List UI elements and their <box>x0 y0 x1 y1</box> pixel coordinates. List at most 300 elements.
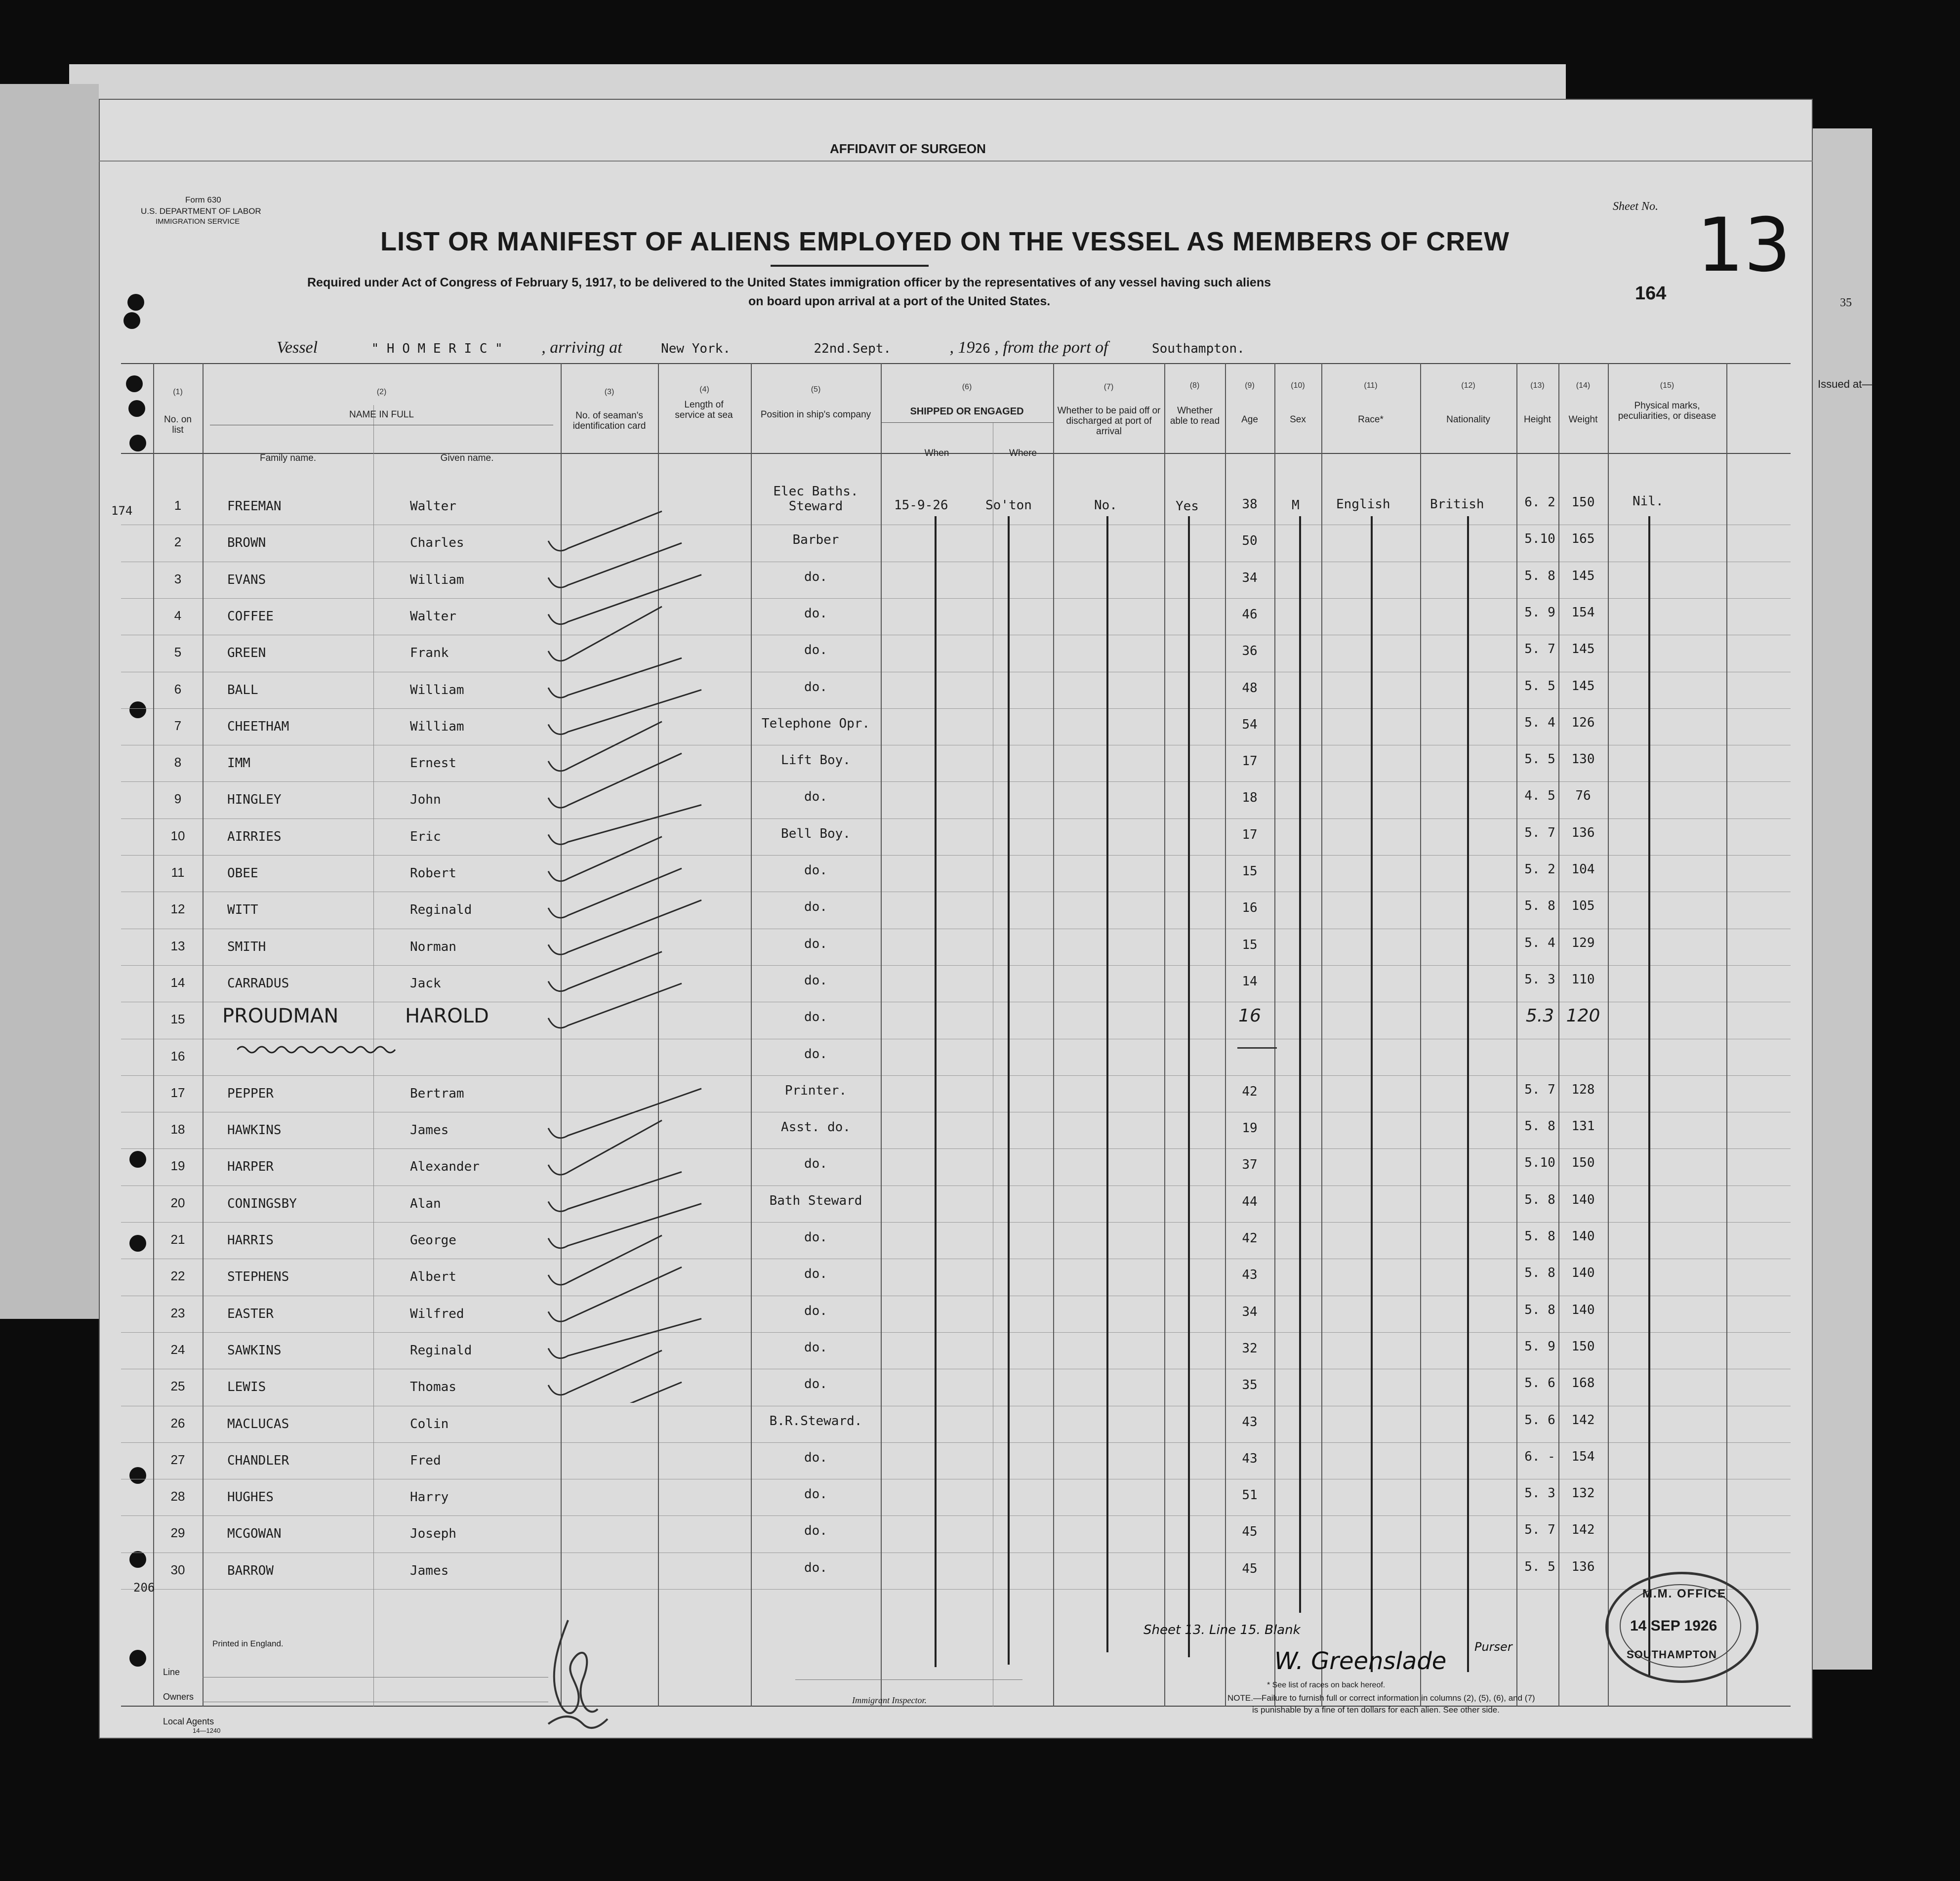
height: 5. 8 <box>1524 568 1555 583</box>
family-name: FREEMAN <box>227 499 282 514</box>
given-name: George <box>410 1233 456 1248</box>
row-rule <box>121 1222 1791 1223</box>
age: 43 <box>1242 1451 1258 1466</box>
age: 43 <box>1242 1414 1258 1430</box>
form-number: Form 630 <box>185 195 221 204</box>
age: 34 <box>1242 570 1258 585</box>
ditto-stroke <box>1648 516 1650 1677</box>
row-rule <box>121 1075 1791 1076</box>
col-rule <box>1321 363 1322 1707</box>
printed-in-england: Printed in England. <box>212 1639 284 1648</box>
check-mark <box>548 1172 682 1211</box>
weight: 128 <box>1571 1082 1595 1097</box>
row-number: 26 <box>170 1415 185 1431</box>
height: 5. 7 <box>1524 1522 1555 1538</box>
row-rule <box>121 1589 1791 1590</box>
row-rule <box>121 781 1791 782</box>
age: 36 <box>1242 644 1258 659</box>
family-name: WITT <box>227 902 258 918</box>
check-mark <box>548 1267 682 1321</box>
header-age: Age <box>1241 414 1258 425</box>
position: do. <box>804 1377 827 1392</box>
col-num-13: (13) <box>1530 381 1545 390</box>
position: do. <box>804 936 827 951</box>
weight: 136 <box>1571 1559 1595 1574</box>
row-number: 24 <box>170 1342 185 1357</box>
header-id-card: No. of seaman's identification card <box>572 410 646 431</box>
title-underline <box>771 265 929 267</box>
col-rule <box>1225 363 1226 1707</box>
position: do. <box>804 1010 827 1025</box>
height: 5. 4 <box>1524 935 1555 950</box>
footer-line-label: Line <box>163 1667 180 1677</box>
line-16-blank-wave <box>237 1042 400 1057</box>
age-underline-16 <box>1237 1047 1277 1049</box>
height: 5. 5 <box>1524 752 1555 767</box>
check-mark <box>548 511 662 551</box>
row-number: 15 <box>170 1012 185 1027</box>
col-rule <box>1558 363 1559 1707</box>
given-name: Charles <box>410 535 464 551</box>
row-number: 18 <box>170 1122 185 1137</box>
header-no-on-list: No. on list <box>164 414 192 435</box>
row-number: 20 <box>170 1195 185 1210</box>
col-rule <box>1608 363 1609 1707</box>
position: do. <box>804 1303 827 1318</box>
affidavit-strip: AFFIDAVIT OF SURGEON <box>830 141 986 156</box>
check-mark <box>548 1319 701 1358</box>
check-mark <box>548 868 682 918</box>
vessel-label: Vessel <box>277 338 318 357</box>
col-rule <box>153 363 154 1707</box>
age: 35 <box>1242 1378 1258 1393</box>
family-name: CARRADUS <box>227 976 289 991</box>
col-num-12: (12) <box>1461 381 1475 390</box>
given-name: Eric <box>410 829 441 844</box>
age: 37 <box>1242 1157 1258 1173</box>
weight: 105 <box>1571 899 1595 914</box>
weight: 136 <box>1571 825 1595 840</box>
inspector-initials <box>529 1615 627 1739</box>
vessel-name: " H O M E R I C " <box>371 341 503 356</box>
table-bottom-rule <box>121 1706 1791 1707</box>
weight: 154 <box>1571 605 1595 620</box>
check-mark <box>548 1235 662 1285</box>
family-name: MCGOWAN <box>227 1526 282 1542</box>
shipped-header-rule <box>881 422 1053 423</box>
header-family-name: Family name. <box>259 453 317 463</box>
col-num-5: (5) <box>811 385 821 394</box>
position: do. <box>804 643 827 658</box>
header-height: Height <box>1524 414 1551 425</box>
manifest-page <box>99 99 1813 1739</box>
row-number: 16 <box>170 1048 185 1063</box>
header-given-name: Given name. <box>440 453 494 463</box>
weight: 140 <box>1571 1302 1595 1317</box>
row-1-shipped-when: 15-9-26 <box>894 498 948 513</box>
row-number: 3 <box>174 571 182 586</box>
height: 5. 7 <box>1524 825 1555 840</box>
family-name: PEPPER <box>227 1086 274 1101</box>
family-name: BALL <box>227 682 258 697</box>
height: 5. 8 <box>1524 1229 1555 1244</box>
row-number: 25 <box>170 1379 185 1394</box>
position: do. <box>804 679 827 695</box>
position: Asst. do. <box>781 1120 851 1135</box>
col-num-3: (3) <box>604 388 614 396</box>
given-name: Norman <box>410 939 456 954</box>
row-rule <box>121 965 1791 966</box>
family-name: BROWN <box>227 535 266 551</box>
given-name: Thomas <box>410 1380 456 1395</box>
weight: 142 <box>1571 1522 1595 1538</box>
footer-local-agents-label: Local Agents <box>163 1717 214 1726</box>
manifest-table <box>121 363 1791 1707</box>
age: 42 <box>1242 1231 1258 1246</box>
height: 5. 3 <box>1524 1486 1555 1501</box>
row-number: 17 <box>170 1085 185 1100</box>
row-number: 9 <box>174 791 182 807</box>
sheet-handwritten-number: 13 <box>1697 203 1791 288</box>
given-name: Albert <box>410 1269 456 1285</box>
given-name: Ernest <box>410 756 456 771</box>
punch-hole <box>127 294 144 311</box>
height: 5. 3 <box>1524 972 1555 987</box>
family-name: AIRRIES <box>227 829 282 844</box>
left-adjacent-page <box>0 84 99 1319</box>
voyage-line <box>277 338 1245 357</box>
age: 16 <box>1238 1006 1261 1026</box>
row-1-race: English <box>1336 497 1390 512</box>
footer-owners-label: Owners <box>163 1692 194 1702</box>
height: 5. 2 <box>1524 862 1555 877</box>
weight: 120 <box>1566 1006 1600 1026</box>
row-number: 11 <box>171 865 185 880</box>
family-name: PROUDMAN <box>222 1005 339 1028</box>
mm-office-stamp <box>1605 1572 1758 1683</box>
col-rule <box>881 363 882 1707</box>
fine-note-1: NOTE.—Failure to furnish full or correct information in columns (2), (5), (6), and (7) <box>1227 1693 1535 1703</box>
given-name: William <box>410 719 464 734</box>
weight: 131 <box>1571 1119 1595 1134</box>
row-number: 29 <box>170 1525 185 1541</box>
family-name: STEPHENS <box>227 1269 289 1285</box>
row-30-left-ref: 206 <box>133 1581 155 1595</box>
header-shipped-where: Where <box>1009 448 1037 458</box>
header-paid-off: Whether to be paid off or discharged at port of arrival <box>1057 406 1161 437</box>
header-physical-marks: Physical marks, peculiarities, or disease <box>1618 401 1716 421</box>
top-strip-rule <box>99 161 1813 162</box>
year-prefix: , 19 <box>949 338 975 357</box>
family-name: CONINGSBY <box>227 1196 297 1211</box>
given-name: Jack <box>410 976 441 991</box>
from-port-label: , from the port of <box>994 338 1108 357</box>
age: 44 <box>1242 1194 1258 1209</box>
age: 15 <box>1242 937 1258 952</box>
position: Elec Baths. Steward <box>773 484 858 514</box>
weight: 140 <box>1571 1192 1595 1207</box>
row-number: 1 <box>174 498 182 513</box>
col-rule <box>1420 363 1421 1707</box>
family-name: EVANS <box>227 572 266 587</box>
family-name: GREEN <box>227 646 266 661</box>
row-number: 5 <box>174 645 182 660</box>
family-name: SMITH <box>227 939 266 954</box>
check-mark <box>548 1089 701 1138</box>
row-number: 12 <box>170 901 185 917</box>
stamp-bottom-text: SOUTHAMPTON <box>1627 1648 1717 1661</box>
ditto-stroke <box>935 516 937 1667</box>
height: 5.10 <box>1524 1155 1555 1171</box>
age: 18 <box>1242 790 1258 806</box>
position: Bell Boy. <box>781 826 851 841</box>
position: do. <box>804 1340 827 1355</box>
col-num-14: (14) <box>1576 381 1591 390</box>
age: 19 <box>1242 1121 1258 1136</box>
age: 46 <box>1242 607 1258 622</box>
age: 42 <box>1242 1084 1258 1099</box>
row-number: 30 <box>170 1562 185 1577</box>
age: 43 <box>1242 1268 1258 1283</box>
col-num-9: (9) <box>1245 381 1255 390</box>
weight: 150 <box>1571 1155 1595 1171</box>
row-rule <box>121 598 1791 599</box>
position: do. <box>804 1156 827 1172</box>
position: Telephone Opr. <box>761 716 870 731</box>
height: 5. 6 <box>1524 1412 1555 1428</box>
given-name: Walter <box>410 499 456 514</box>
row-rule <box>121 855 1791 856</box>
age: 54 <box>1242 717 1258 732</box>
height: 5.10 <box>1524 532 1555 547</box>
col-num-15: (15) <box>1660 381 1674 390</box>
check-mark <box>548 900 701 954</box>
row-number: 10 <box>170 828 185 843</box>
height: 5. 9 <box>1524 605 1555 620</box>
family-name: BARROW <box>227 1563 274 1578</box>
position: do. <box>804 900 827 915</box>
departure-port: Southampton. <box>1152 341 1245 356</box>
age: 38 <box>1242 497 1258 512</box>
check-mark <box>548 543 682 587</box>
position: do. <box>804 973 827 988</box>
row-rule <box>121 1515 1791 1516</box>
given-name: Reginald <box>410 1343 472 1358</box>
given-name: Frank <box>410 646 449 661</box>
check-mark <box>548 690 701 735</box>
ditto-stroke <box>1299 516 1301 1613</box>
header-able-read: Whether able to read <box>1170 406 1220 426</box>
weight: 145 <box>1571 568 1595 583</box>
row-rule <box>121 1332 1791 1333</box>
inspector-rule <box>795 1679 1022 1680</box>
sheet-line-note: Sheet 13. Line 15. Blank <box>1143 1623 1301 1637</box>
family-name: IMM <box>227 756 250 771</box>
col-num-10: (10) <box>1291 381 1305 390</box>
stamp-top-text: M.M. OFFICE <box>1642 1587 1726 1600</box>
check-mark <box>548 1120 662 1175</box>
age: 50 <box>1242 533 1258 549</box>
col-rule <box>203 363 204 1707</box>
position: B.R.Steward. <box>769 1413 862 1429</box>
weight: 154 <box>1571 1449 1595 1464</box>
height: 5. 6 <box>1524 1376 1555 1391</box>
position: do. <box>804 1523 827 1539</box>
arriving-label: , arriving at <box>541 338 622 357</box>
col-num-1: (1) <box>173 388 183 396</box>
row-rule <box>121 1442 1791 1443</box>
check-mark <box>548 607 662 661</box>
check-mark <box>548 753 682 808</box>
check-mark <box>548 952 662 991</box>
purser-title: Purser <box>1474 1640 1512 1654</box>
position: Bath Steward <box>769 1193 862 1208</box>
ditto-stroke <box>1106 516 1108 1652</box>
header-weight: Weight <box>1568 414 1598 425</box>
height: 5. 8 <box>1524 1266 1555 1281</box>
family-name: HAWKINS <box>227 1123 282 1138</box>
header-shipped-when: When <box>924 448 949 458</box>
weight: 110 <box>1571 972 1595 987</box>
given-name: James <box>410 1563 449 1578</box>
position: do. <box>804 1267 827 1282</box>
fine-note-2: is punishable by a fine of ten dollars for each alien. See other side. <box>1252 1705 1500 1715</box>
weight: 140 <box>1571 1229 1595 1244</box>
col-rule <box>1516 363 1517 1707</box>
col-rule <box>1726 363 1727 1707</box>
row-number: 13 <box>170 938 185 953</box>
check-mark <box>548 658 682 697</box>
family-name: HARRIS <box>227 1233 274 1248</box>
weight: 132 <box>1571 1486 1595 1501</box>
footer-local-agents-code: 14—1240 <box>193 1727 221 1734</box>
ditto-stroke <box>1008 516 1010 1665</box>
weight: 104 <box>1571 862 1595 877</box>
weight: 126 <box>1571 715 1595 730</box>
family-name: OBEE <box>227 866 258 881</box>
weight: 150 <box>1571 495 1595 510</box>
given-name: Alexander <box>410 1159 480 1175</box>
sheet-no-label: Sheet No. <box>1613 200 1658 213</box>
given-name: Bertram <box>410 1086 464 1101</box>
height: 5. 8 <box>1524 1119 1555 1134</box>
weight: 150 <box>1571 1339 1595 1354</box>
col-rule <box>1164 363 1165 1707</box>
age: 34 <box>1242 1304 1258 1319</box>
arrival-port: New York. <box>661 341 731 356</box>
height: 6. - <box>1524 1449 1555 1464</box>
purser-signature: W. Greenslade <box>1274 1647 1447 1675</box>
age: 45 <box>1242 1524 1258 1540</box>
row-1-shipped-where: So'ton <box>985 498 1032 513</box>
row-number: 19 <box>170 1158 185 1174</box>
row-number: 14 <box>170 975 185 990</box>
header-sex: Sex <box>1290 414 1306 425</box>
given-name: Joseph <box>410 1526 456 1542</box>
height: 5. 8 <box>1524 1192 1555 1207</box>
family-name: COFFEE <box>227 609 274 624</box>
age: 51 <box>1242 1488 1258 1503</box>
header-name-in-full: NAME IN FULL <box>349 409 414 420</box>
row-number: 21 <box>170 1232 185 1247</box>
row-1-nationality: British <box>1430 497 1484 512</box>
weight: 168 <box>1571 1376 1595 1391</box>
row-1-able-read: Yes <box>1176 499 1199 514</box>
row-number: 6 <box>174 681 182 696</box>
id-card-check-marks <box>543 464 850 1403</box>
age: 17 <box>1242 754 1258 769</box>
family-name: MACLUCAS <box>227 1416 289 1431</box>
age: 48 <box>1242 680 1258 695</box>
age: 15 <box>1242 864 1258 879</box>
age: 17 <box>1242 827 1258 842</box>
height: 5. 9 <box>1524 1339 1555 1354</box>
col-num-8: (8) <box>1189 381 1200 390</box>
family-name: LEWIS <box>227 1380 266 1395</box>
given-name: James <box>410 1123 449 1138</box>
row-number: 8 <box>174 755 182 770</box>
position: Printer. <box>784 1083 847 1098</box>
position: do. <box>804 569 827 584</box>
row-rule <box>121 708 1791 709</box>
height: 6. 2 <box>1524 495 1555 510</box>
ditto-stroke <box>1371 516 1373 1672</box>
col-num-6: (6) <box>962 383 972 391</box>
ditto-stroke <box>1188 516 1190 1657</box>
given-name: Colin <box>410 1416 449 1431</box>
height: 5.3 <box>1525 1006 1554 1026</box>
given-name: Fred <box>410 1453 441 1468</box>
age: 32 <box>1242 1341 1258 1356</box>
header-length-service: Length of service at sea <box>675 400 733 420</box>
position: Barber <box>792 532 839 548</box>
col-rule <box>1274 363 1275 1707</box>
family-name: SAWKINS <box>227 1343 282 1358</box>
family-name: HUGHES <box>227 1490 274 1505</box>
position: do. <box>804 1450 827 1465</box>
family-name: CHANDLER <box>227 1453 289 1468</box>
col-num-2: (2) <box>376 388 387 396</box>
service-name: IMMIGRATION SERVICE <box>156 217 240 226</box>
immigrant-inspector-label: Immigrant Inspector. <box>852 1695 927 1705</box>
col-num-7: (7) <box>1103 383 1114 391</box>
row-1-left-ref: 174 <box>111 504 133 518</box>
arrival-year: 26 <box>975 341 990 356</box>
position: do. <box>804 1560 827 1575</box>
ditto-stroke <box>1467 516 1469 1672</box>
issued-at-label: Issued at— <box>1818 378 1873 390</box>
col-num-11: (11) <box>1364 381 1378 390</box>
row-number: 4 <box>174 608 182 623</box>
weight: 142 <box>1571 1412 1595 1428</box>
position: do. <box>804 863 827 878</box>
row-rule <box>121 1148 1791 1149</box>
given-name: Harry <box>410 1490 449 1505</box>
given-name: Wilfred <box>410 1306 464 1321</box>
position: do. <box>804 1046 827 1062</box>
height: 5. 8 <box>1524 899 1555 914</box>
height: 5. 7 <box>1524 1082 1555 1097</box>
given-name: William <box>410 682 464 697</box>
position: Lift Boy. <box>781 753 851 768</box>
weight: 129 <box>1571 935 1595 950</box>
punch-hole <box>123 312 140 329</box>
check-mark <box>548 983 682 1028</box>
header-race: Race* <box>1358 414 1384 425</box>
races-note: * See list of races on back hereof. <box>1267 1681 1386 1689</box>
check-mark <box>548 575 701 624</box>
check-mark <box>548 722 662 771</box>
